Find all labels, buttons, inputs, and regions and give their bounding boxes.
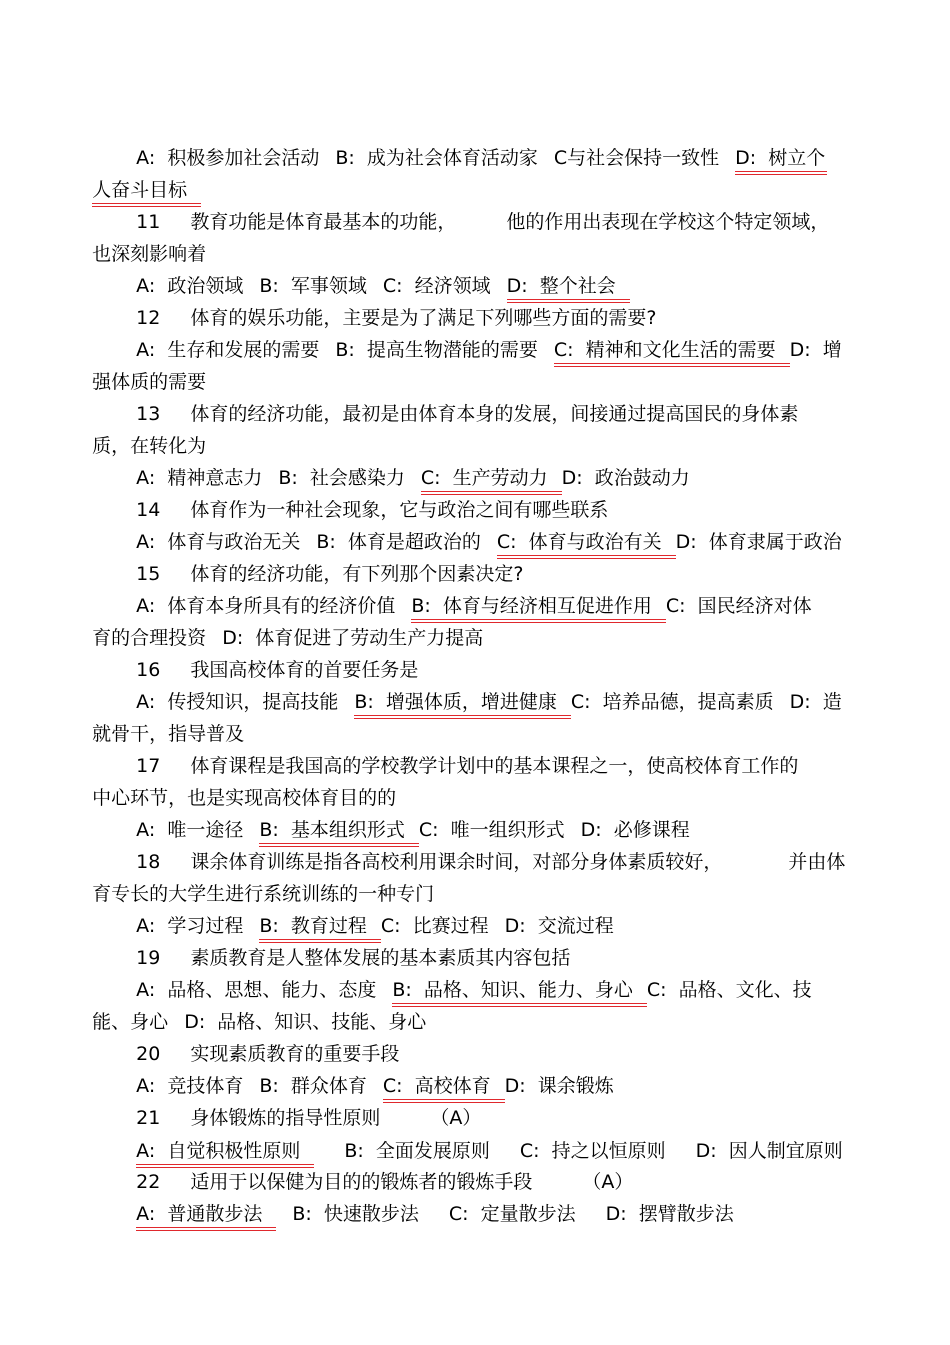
q11-stem	[112, 186, 829, 258]
question-number: 19	[136, 947, 161, 969]
option-d: D: 政治鼓动力	[561, 467, 690, 489]
option-a: A: 品格、思想、能力、态度	[136, 979, 377, 1001]
option-c: C: 品格、文化、技	[646, 979, 812, 1001]
question-text: 教育功能是体育最基本的功能，	[190, 211, 457, 233]
option-d: D: 必修课程	[580, 819, 690, 841]
q22-options-line	[112, 1178, 734, 1250]
option-b: B: 军事领域	[259, 275, 367, 297]
question-number: 13	[136, 403, 161, 425]
q13-stem	[112, 378, 798, 450]
answer-option-b: B: 体育与经济相互促进作用	[411, 594, 666, 618]
question-text: 体育的娱乐功能，主要是为了满足下列哪些方面的需要?	[190, 307, 657, 329]
option-c: C: 比赛过程	[380, 915, 489, 937]
question-number: 18	[136, 851, 161, 873]
option-d: D: 交流过程	[504, 915, 614, 937]
option-c-cont: 育的合理投资	[92, 627, 207, 649]
option-c: C: 定量散步法	[448, 1203, 576, 1225]
answer-mark: （A）	[430, 1107, 482, 1129]
question-text: 体育的经济功能，最初是由体育本身的发展，间接通过提高国民的身体素	[190, 403, 799, 425]
option-b: B: 社会感染力	[278, 467, 405, 489]
option-a: A: 精神意志力	[136, 467, 263, 489]
option-c-cont: 能、身心	[92, 1011, 169, 1033]
q12-options-line	[112, 314, 842, 386]
question-text-cont: 质，在转化为	[92, 435, 207, 457]
answer-option-b: B: 教育过程	[259, 914, 381, 938]
question-text-cont: 中心环节，也是实现高校体育目的的	[92, 787, 397, 809]
answer-option-a: A: 普通散步法	[136, 1202, 276, 1226]
option-c: C: 培养品德，提高素质	[570, 691, 774, 713]
option-c: C: 经济领域	[382, 275, 491, 297]
option-b: B: 群众体育	[259, 1075, 367, 1097]
option-d: D: 摆臂散步法	[605, 1203, 734, 1225]
option-d-cont: 强体质的需要	[92, 371, 207, 393]
question-number: 20	[136, 1043, 161, 1065]
option-d-cont: 就骨干，指导普及	[92, 723, 245, 745]
option-b: B: 提高生物潜能的需要	[335, 339, 538, 361]
question-text-2: 他的作用出表现在学校这个特定领域，	[506, 211, 830, 233]
option-d: D: 体育促进了劳动生产力提高	[222, 627, 484, 649]
question-text-cont: 育专长的大学生进行系统训练的一种专门	[92, 883, 435, 905]
option-c: C与社会保持一致性	[553, 147, 720, 169]
option-c: C: 国民经济对体	[665, 595, 812, 617]
question-text: 我国高校体育的首要任务是	[190, 659, 419, 681]
option-c: C: 持之以恒原则	[519, 1140, 666, 1162]
answer-option-d: D: 整个社会	[507, 274, 630, 298]
option-a: A: 传授知识，提高技能	[136, 691, 339, 713]
question-text: 体育的经济功能，有下列那个因素决定?	[190, 563, 524, 585]
option-a: A: 学习过程	[136, 915, 244, 937]
option-a: A: 政治领域	[136, 275, 244, 297]
question-text: 身体锻炼的指导性原则	[190, 1107, 381, 1129]
question-number: 22	[136, 1171, 161, 1193]
question-number: 14	[136, 499, 161, 521]
answer-option-c: C: 体育与政治有关	[497, 530, 676, 554]
question-number: 12	[136, 307, 161, 329]
option-a: A: 竞技体育	[136, 1075, 244, 1097]
answer-option-c: C: 精神和文化生活的需要	[554, 338, 790, 362]
question-text: 体育课程是我国高的学校教学计划中的基本课程之一，使高校体育工作的	[190, 755, 799, 777]
option-d: D: 品格、知识、技能、身心	[184, 1011, 427, 1033]
option-b: B: 体育是超政治的	[316, 531, 481, 553]
answer-option-b: B: 基本组织形式	[259, 818, 419, 842]
option-d: D: 因人制宜原则	[695, 1140, 843, 1162]
question-number: 21	[136, 1107, 161, 1129]
q10-options-line	[112, 122, 827, 194]
answer-option-d-cont: 人奋斗目标	[92, 178, 201, 202]
option-a: A: 体育本身所具有的经济价值	[136, 595, 396, 617]
answer-mark: （A）	[582, 1171, 634, 1193]
option-a: A: 生存和发展的需要	[136, 339, 320, 361]
question-number: 17	[136, 755, 161, 777]
answer-option-b: B: 增强体质，增进健康	[354, 690, 571, 714]
question-text: 素质教育是人整体发展的基本素质其内容包括	[190, 947, 571, 969]
option-d: D: 体育隶属于政治	[675, 531, 842, 553]
option-b: B: 全面发展原则	[344, 1140, 490, 1162]
option-d: D: 造	[789, 691, 842, 713]
question-text-2: 并由体	[788, 851, 846, 873]
question-text-cont: 也深刻影响着	[92, 243, 207, 265]
question-number: 16	[136, 659, 161, 681]
question-text: 实现素质教育的重要手段	[190, 1043, 400, 1065]
option-d: D: 课余锻炼	[504, 1075, 614, 1097]
option-d: D: 增	[789, 339, 842, 361]
answer-option-b: B: 品格、知识、能力、身心	[392, 978, 647, 1002]
answer-option-a: A: 自觉积极性原则	[136, 1139, 314, 1163]
question-text: 适用于以保健为目的的锻炼者的锻炼手段	[190, 1171, 533, 1193]
question-number: 15	[136, 563, 161, 585]
answer-option-d: D: 树立个	[735, 147, 826, 169]
option-b: B: 成为社会体育活动家	[335, 147, 538, 169]
option-c: C: 唯一组织形式	[418, 819, 565, 841]
option-a: A: 唯一途径	[136, 819, 244, 841]
question-text: 课余体育训练是指各高校利用课余时间，对部分身体素质较好，	[190, 851, 723, 873]
answer-option-c: C: 生产劳动力	[421, 466, 562, 490]
option-a: A: 积极参加社会活动	[136, 147, 320, 169]
answer-option-c: C: 高校体育	[383, 1074, 505, 1098]
option-b: B: 快速散步法	[292, 1203, 419, 1225]
question-text: 体育作为一种社会现象，它与政治之间有哪些联系	[190, 499, 609, 521]
option-a: A: 体育与政治无关	[136, 531, 301, 553]
question-number: 11	[136, 211, 161, 233]
